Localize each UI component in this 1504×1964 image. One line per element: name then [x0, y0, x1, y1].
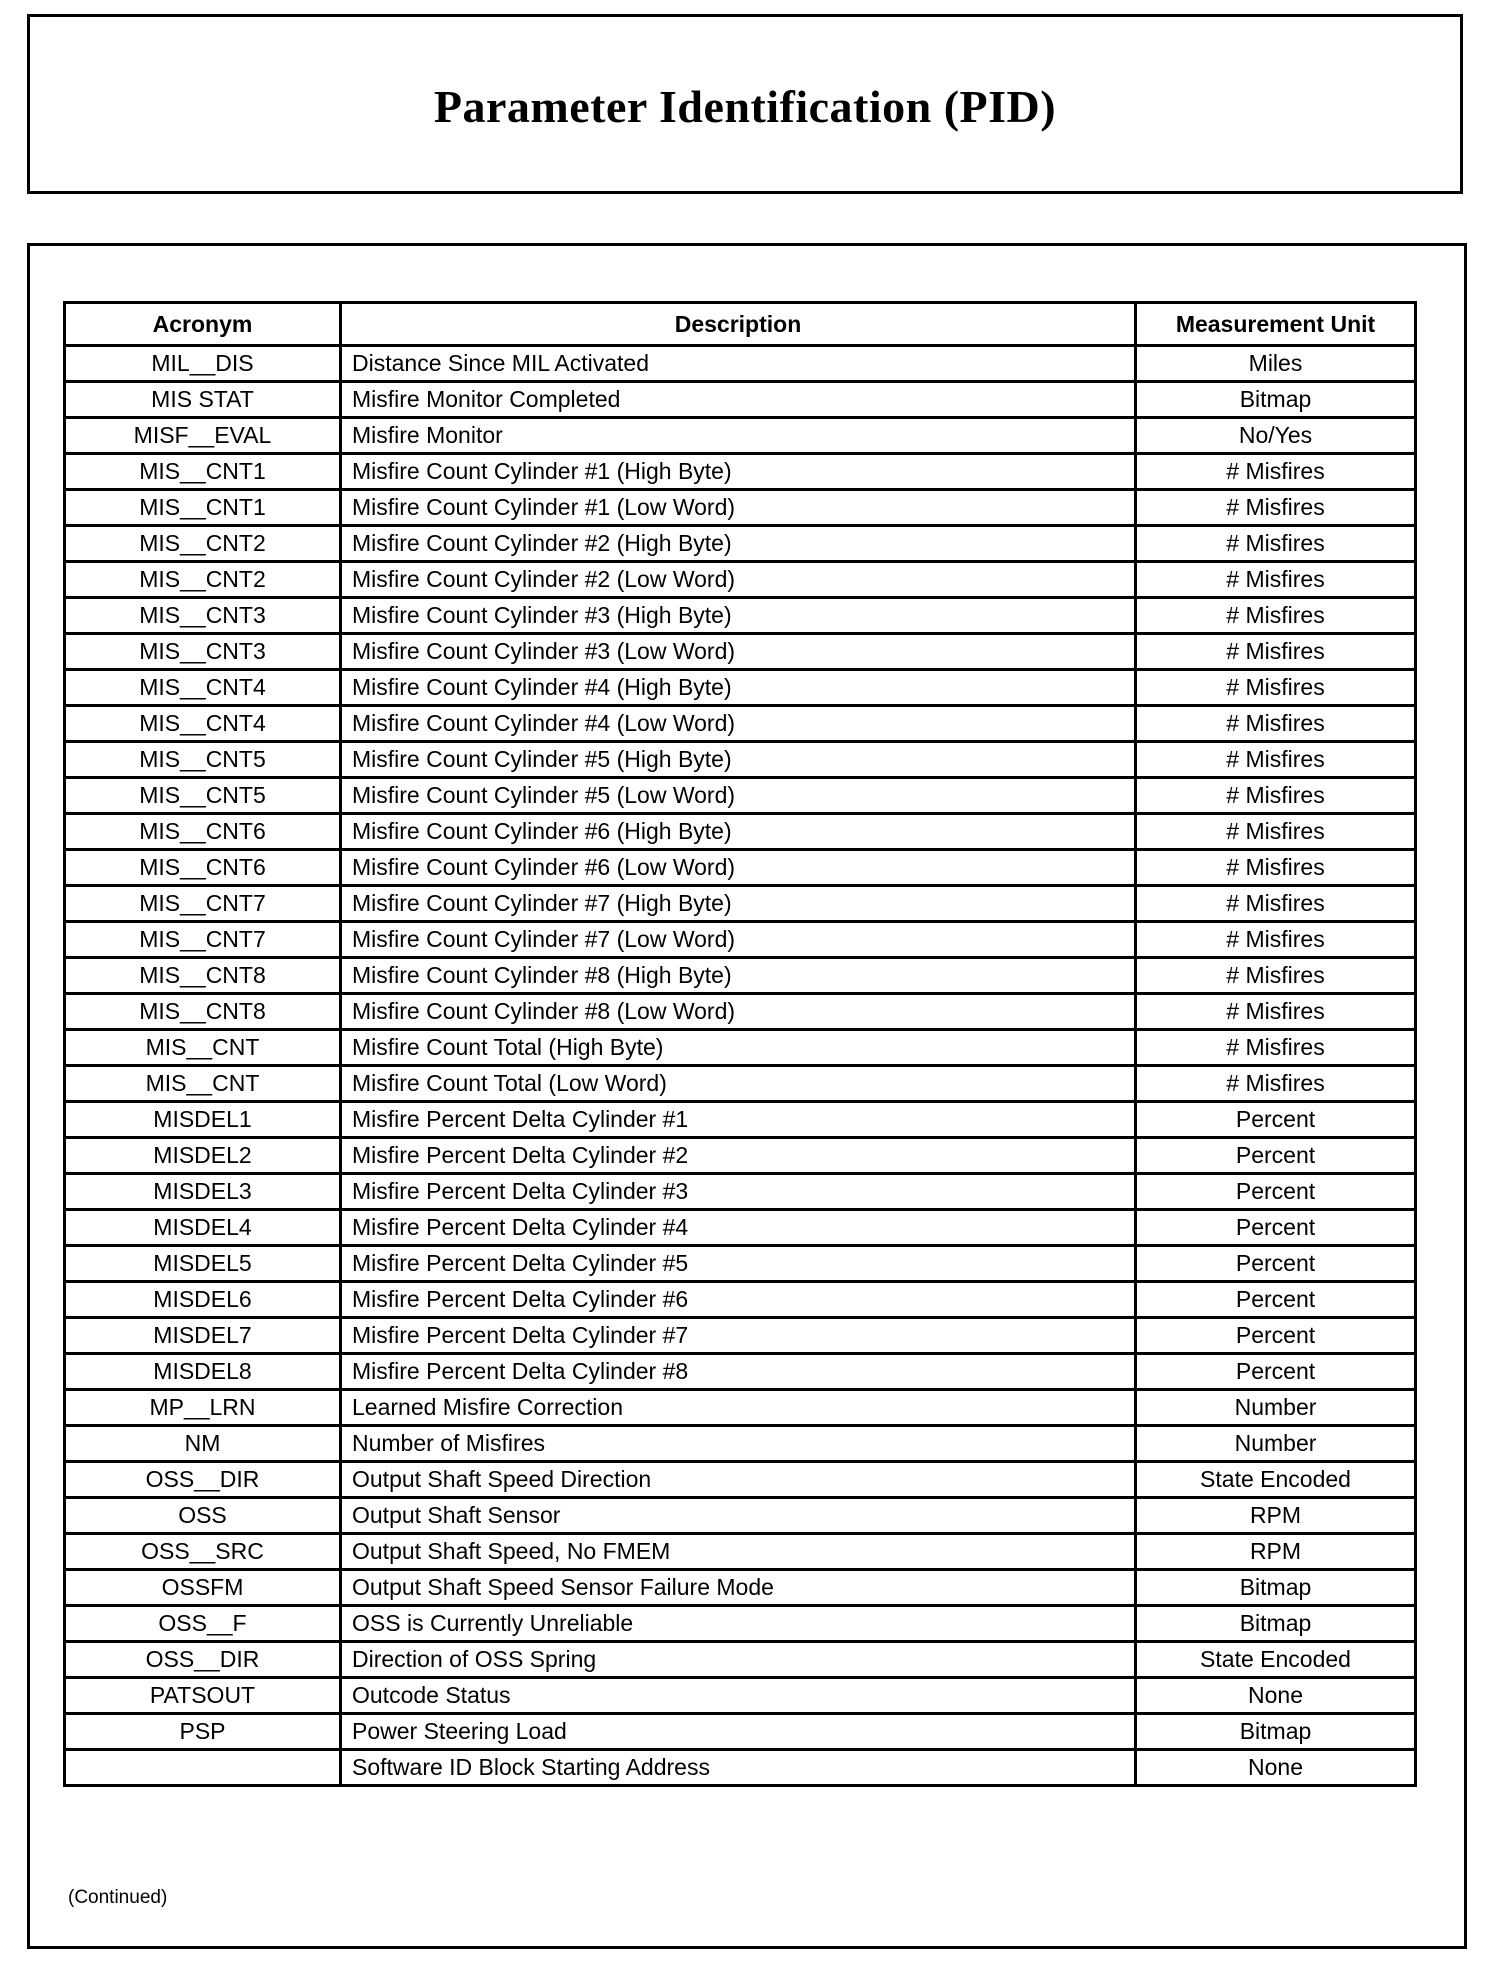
unit-cell: # Misfires: [1136, 886, 1416, 922]
table-row: [65, 1534, 1416, 1570]
table-row: [65, 1570, 1416, 1606]
unit-cell: None: [1136, 1750, 1416, 1786]
unit-cell: Percent: [1136, 1102, 1416, 1138]
acronym-cell: OSS__DIR: [65, 1642, 341, 1678]
acronym-cell: MISDEL6: [65, 1282, 341, 1318]
description-cell: Misfire Percent Delta Cylinder #7: [341, 1318, 1136, 1354]
acronym-cell: MISDEL7: [65, 1318, 341, 1354]
acronym-cell: MISDEL5: [65, 1246, 341, 1282]
unit-cell: Percent: [1136, 1246, 1416, 1282]
table-row: [65, 1714, 1416, 1750]
unit-cell: # Misfires: [1136, 814, 1416, 850]
acronym-cell: MISDEL1: [65, 1102, 341, 1138]
table-row: [65, 1102, 1416, 1138]
acronym-cell: MIS__CNT8: [65, 958, 341, 994]
description-cell: Outcode Status: [341, 1678, 1136, 1714]
unit-cell: Number: [1136, 1390, 1416, 1426]
description-cell: Output Shaft Speed Sensor Failure Mode: [341, 1570, 1136, 1606]
table-row: [65, 742, 1416, 778]
acronym-cell: PSP: [65, 1714, 341, 1750]
acronym-cell: MIL__DIS: [65, 346, 341, 382]
description-cell: Misfire Count Cylinder #4 (Low Word): [341, 706, 1136, 742]
description-cell: Distance Since MIL Activated: [341, 346, 1136, 382]
acronym-cell: MISDEL4: [65, 1210, 341, 1246]
unit-cell: RPM: [1136, 1534, 1416, 1570]
unit-cell: Percent: [1136, 1138, 1416, 1174]
unit-cell: Percent: [1136, 1354, 1416, 1390]
description-cell: Misfire Count Cylinder #5 (High Byte): [341, 742, 1136, 778]
table-row: [65, 1606, 1416, 1642]
acronym-cell: MIS__CNT5: [65, 742, 341, 778]
acronym-cell: MISDEL3: [65, 1174, 341, 1210]
table-row: [65, 1318, 1416, 1354]
unit-cell: # Misfires: [1136, 958, 1416, 994]
table-row: [65, 1138, 1416, 1174]
unit-cell: # Misfires: [1136, 634, 1416, 670]
table-row: [65, 1210, 1416, 1246]
unit-cell: # Misfires: [1136, 1030, 1416, 1066]
unit-cell: Percent: [1136, 1282, 1416, 1318]
acronym-cell: MIS__CNT4: [65, 670, 341, 706]
description-cell: Misfire Monitor Completed: [341, 382, 1136, 418]
table-row: [65, 1282, 1416, 1318]
description-cell: Misfire Percent Delta Cylinder #4: [341, 1210, 1136, 1246]
unit-cell: # Misfires: [1136, 706, 1416, 742]
table-row: [65, 1354, 1416, 1390]
column-header-description: Description: [341, 303, 1136, 346]
table-row: [65, 418, 1416, 454]
description-cell: Output Shaft Speed Direction: [341, 1462, 1136, 1498]
table-row: [65, 886, 1416, 922]
unit-cell: # Misfires: [1136, 598, 1416, 634]
acronym-cell: MIS__CNT1: [65, 454, 341, 490]
acronym-cell: PATSOUT: [65, 1678, 341, 1714]
table-row: [65, 1066, 1416, 1102]
description-cell: Number of Misfires: [341, 1426, 1136, 1462]
table-row: [65, 382, 1416, 418]
description-cell: Power Steering Load: [341, 1714, 1136, 1750]
table-row: [65, 1642, 1416, 1678]
table-row: [65, 814, 1416, 850]
table-row: [65, 598, 1416, 634]
table-row: [65, 1462, 1416, 1498]
description-cell: Misfire Percent Delta Cylinder #5: [341, 1246, 1136, 1282]
unit-cell: Percent: [1136, 1174, 1416, 1210]
page-title: Parameter Identification (PID): [433, 80, 1057, 132]
column-header-acronym: Acronym: [65, 303, 341, 346]
unit-cell: Bitmap: [1136, 1570, 1416, 1606]
table-row: [65, 562, 1416, 598]
table-row: [65, 454, 1416, 490]
description-cell: Misfire Count Cylinder #1 (Low Word): [341, 490, 1136, 526]
description-cell: Misfire Count Cylinder #5 (Low Word): [341, 778, 1136, 814]
description-cell: Misfire Count Cylinder #7 (High Byte): [341, 886, 1136, 922]
description-cell: Misfire Count Cylinder #3 (Low Word): [341, 634, 1136, 670]
table-row: [65, 994, 1416, 1030]
description-cell: Misfire Percent Delta Cylinder #1: [341, 1102, 1136, 1138]
acronym-cell: MIS__CNT2: [65, 562, 341, 598]
acronym-cell: MIS__CNT: [65, 1066, 341, 1102]
acronym-cell: OSS: [65, 1498, 341, 1534]
acronym-cell: OSS__SRC: [65, 1534, 341, 1570]
description-cell: Misfire Monitor: [341, 418, 1136, 454]
description-cell: Misfire Count Total (High Byte): [341, 1030, 1136, 1066]
table-row: [65, 670, 1416, 706]
table-row: [65, 706, 1416, 742]
unit-cell: # Misfires: [1136, 1066, 1416, 1102]
acronym-cell: MP__LRN: [65, 1390, 341, 1426]
unit-cell: RPM: [1136, 1498, 1416, 1534]
description-cell: Direction of OSS Spring: [341, 1642, 1136, 1678]
table-row: [65, 634, 1416, 670]
unit-cell: State Encoded: [1136, 1642, 1416, 1678]
unit-cell: # Misfires: [1136, 454, 1416, 490]
description-cell: Misfire Count Cylinder #6 (High Byte): [341, 814, 1136, 850]
acronym-cell: MIS__CNT1: [65, 490, 341, 526]
acronym-cell: MIS STAT: [65, 382, 341, 418]
unit-cell: # Misfires: [1136, 670, 1416, 706]
description-cell: Software ID Block Starting Address: [341, 1750, 1136, 1786]
acronym-cell: [65, 1750, 341, 1786]
description-cell: Misfire Count Cylinder #3 (High Byte): [341, 598, 1136, 634]
description-cell: Output Shaft Speed, No FMEM: [341, 1534, 1136, 1570]
description-cell: Misfire Percent Delta Cylinder #2: [341, 1138, 1136, 1174]
acronym-cell: MIS__CNT2: [65, 526, 341, 562]
unit-cell: None: [1136, 1678, 1416, 1714]
unit-cell: # Misfires: [1136, 778, 1416, 814]
unit-cell: State Encoded: [1136, 1462, 1416, 1498]
table-row: [65, 346, 1416, 382]
acronym-cell: MIS__CNT7: [65, 922, 341, 958]
table-row: [65, 1246, 1416, 1282]
acronym-cell: MIS__CNT4: [65, 706, 341, 742]
table-row: [65, 1750, 1416, 1786]
acronym-cell: MISDEL2: [65, 1138, 341, 1174]
description-cell: Misfire Count Cylinder #2 (High Byte): [341, 526, 1136, 562]
description-cell: Misfire Count Cylinder #8 (Low Word): [341, 994, 1136, 1030]
description-cell: Learned Misfire Correction: [341, 1390, 1136, 1426]
description-cell: Misfire Percent Delta Cylinder #3: [341, 1174, 1136, 1210]
unit-cell: Bitmap: [1136, 1714, 1416, 1750]
continued-note: (Continued): [68, 1887, 168, 1908]
acronym-cell: MIS__CNT: [65, 1030, 341, 1066]
unit-cell: # Misfires: [1136, 922, 1416, 958]
description-cell: Misfire Count Cylinder #7 (Low Word): [341, 922, 1136, 958]
acronym-cell: MIS__CNT5: [65, 778, 341, 814]
unit-cell: Bitmap: [1136, 1606, 1416, 1642]
pid-table: [63, 301, 1417, 1787]
unit-cell: # Misfires: [1136, 562, 1416, 598]
unit-cell: # Misfires: [1136, 526, 1416, 562]
acronym-cell: MIS__CNT7: [65, 886, 341, 922]
table-row: [65, 1174, 1416, 1210]
title-box: [27, 14, 1463, 194]
table-row: [65, 526, 1416, 562]
table-row: [65, 1498, 1416, 1534]
description-cell: Misfire Count Cylinder #1 (High Byte): [341, 454, 1136, 490]
table-row: [65, 1030, 1416, 1066]
table-row: [65, 1678, 1416, 1714]
unit-cell: # Misfires: [1136, 742, 1416, 778]
table-row: [65, 850, 1416, 886]
description-cell: Misfire Count Total (Low Word): [341, 1066, 1136, 1102]
description-cell: Misfire Count Cylinder #6 (Low Word): [341, 850, 1136, 886]
description-cell: Misfire Percent Delta Cylinder #6: [341, 1282, 1136, 1318]
description-cell: OSS is Currently Unreliable: [341, 1606, 1136, 1642]
acronym-cell: MIS__CNT3: [65, 598, 341, 634]
description-cell: Output Shaft Sensor: [341, 1498, 1136, 1534]
table-row: [65, 490, 1416, 526]
table-row: [65, 958, 1416, 994]
description-cell: Misfire Count Cylinder #8 (High Byte): [341, 958, 1136, 994]
column-header-measurement-unit: Measurement Unit: [1136, 303, 1416, 346]
table-body: [65, 346, 1416, 1786]
unit-cell: Bitmap: [1136, 382, 1416, 418]
acronym-cell: MIS__CNT8: [65, 994, 341, 1030]
acronym-cell: MISF__EVAL: [65, 418, 341, 454]
table-row: [65, 778, 1416, 814]
description-cell: Misfire Count Cylinder #4 (High Byte): [341, 670, 1136, 706]
table-row: [65, 1390, 1416, 1426]
description-cell: Misfire Count Cylinder #2 (Low Word): [341, 562, 1136, 598]
unit-cell: No/Yes: [1136, 418, 1416, 454]
acronym-cell: MISDEL8: [65, 1354, 341, 1390]
acronym-cell: OSSFM: [65, 1570, 341, 1606]
unit-cell: Percent: [1136, 1318, 1416, 1354]
acronym-cell: NM: [65, 1426, 341, 1462]
unit-cell: # Misfires: [1136, 994, 1416, 1030]
acronym-cell: OSS__F: [65, 1606, 341, 1642]
acronym-cell: OSS__DIR: [65, 1462, 341, 1498]
table-row: [65, 1426, 1416, 1462]
table-header-row: [65, 303, 1416, 346]
unit-cell: # Misfires: [1136, 490, 1416, 526]
description-cell: Misfire Percent Delta Cylinder #8: [341, 1354, 1136, 1390]
unit-cell: Percent: [1136, 1210, 1416, 1246]
table-row: [65, 922, 1416, 958]
acronym-cell: MIS__CNT6: [65, 814, 341, 850]
unit-cell: # Misfires: [1136, 850, 1416, 886]
unit-cell: Miles: [1136, 346, 1416, 382]
acronym-cell: MIS__CNT6: [65, 850, 341, 886]
unit-cell: Number: [1136, 1426, 1416, 1462]
acronym-cell: MIS__CNT3: [65, 634, 341, 670]
